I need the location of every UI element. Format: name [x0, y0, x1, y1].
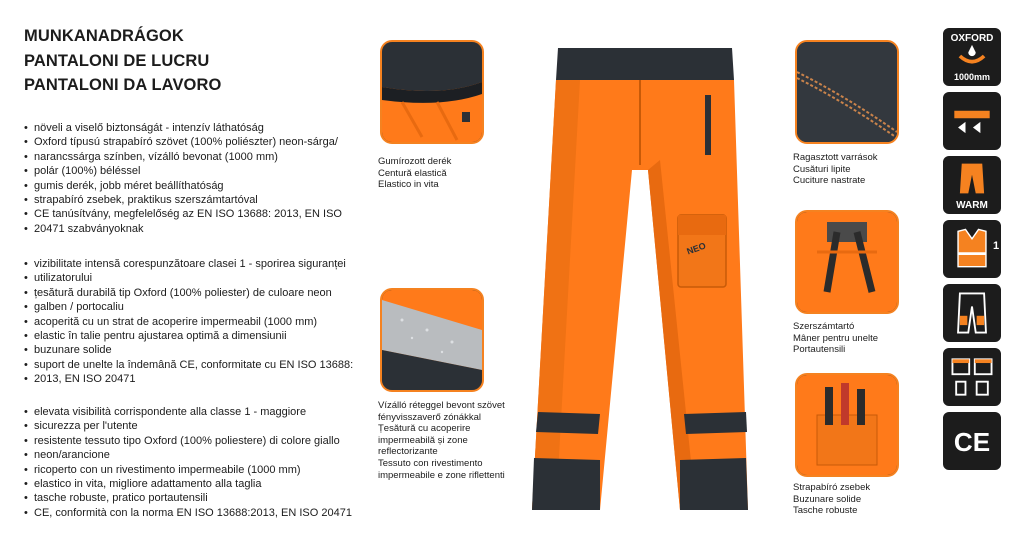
list-item: • acoperită cu un strat de acoperire impermeabil (1000 mm) [24, 315, 364, 329]
list-item: • neon/arancione [24, 448, 364, 462]
reflective-caption: Vízálló réteggel bevont szövet fényvisszaverő zónákkal Țesătură cu acoperire impermeabilă și zone reflectorizante Tessuto con rivestimento impermeabile e zone riflettenti [378, 400, 505, 481]
list-item: • vizibilitate intensă corespunzătoare clasei 1 - sporirea siguranței [24, 257, 364, 271]
list-item: • ricoperto con un rivestimento impermeabile (1000 mm) [24, 463, 364, 477]
work-trousers-image [520, 40, 770, 530]
warm-badge: WARM [943, 156, 1001, 214]
list-item: • CE tanúsítvány, megfelelőség az EN ISO 13688: 2013, EN ISO [24, 207, 364, 221]
list-item: • strapabíró zsebek, praktikus szerszámtartóval [24, 193, 364, 207]
pockets-caption: Strapabíró zsebek Buzunare solide Tasche robuste [793, 482, 871, 517]
ce-mark-text: CE [953, 427, 991, 458]
seams-caption: Ragasztott varrások Cusături lipite Cuciture nastrate [793, 152, 878, 187]
list-item: • galben / portocaliu [24, 300, 364, 314]
list-item: • gumis derék, jobb méret beállíthatóság [24, 179, 364, 193]
neo-logo: NEO [685, 240, 708, 257]
list-item: • elastico in vita, migliore adattamento alla taglia [24, 477, 364, 491]
feature-list-it [24, 405, 364, 520]
reflective-detail-image [380, 288, 484, 392]
list-item: • CE, conformità con la norma EN ISO 13688:2013, EN ISO 20471 [24, 506, 364, 520]
list-item: • elastic în talie pentru ajustarea optimă a dimensiunii [24, 329, 364, 343]
list-item: • utilizatorului [24, 271, 364, 285]
list-item: • növeli a viselő biztonságát - intenzív láthatóság [24, 121, 364, 135]
visibility-class-badge: 1 [943, 220, 1001, 278]
feature-list-hu [24, 121, 364, 236]
knee-pad-badge [943, 284, 1001, 342]
list-item: • țesătură durabilă tip Oxford (100% poliester) de culoare neon [24, 286, 364, 300]
list-item: • tasche robuste, pratico portautensili [24, 491, 364, 505]
title-hu: MUNKANADRÁGOK [24, 27, 184, 45]
feature-list-ro [24, 257, 364, 387]
ce-mark-badge [943, 412, 1001, 470]
list-item: • polár (100%) béléssel [24, 164, 364, 178]
list-item: • 20471 szabványoknak [24, 222, 364, 236]
waist-caption: Gumírozott derék Centură elastică Elastico in vita [378, 156, 452, 191]
list-item: • sicurezza per l'utente [24, 419, 364, 433]
list-item: • buzunare solide [24, 343, 364, 357]
waist-detail-image [380, 40, 484, 144]
product-title [24, 24, 221, 98]
list-item: • elevata visibilità corrispondente alla classe 1 - maggiore [24, 405, 364, 419]
list-item: • resistente tessuto tipo Oxford (100% poliestere) di colore giallo [24, 434, 364, 448]
seams-detail-image [795, 40, 899, 144]
list-item: • 2013, EN ISO 20471 [24, 372, 364, 386]
list-item: • Oxford típusú strapabíró szövet (100% poliészter) neon-sárga/ [24, 135, 364, 149]
tool-holder-caption: Szerszámtartó Mâner pentru unelte Portautensili [793, 321, 879, 356]
reflective-badge [943, 92, 1001, 150]
pockets-detail-image [795, 373, 899, 477]
list-item: • suport de unelte la îndemână CE, conformitate cu EN ISO 13688: [24, 358, 364, 372]
title-ro: PANTALONI DE LUCRU [24, 51, 210, 70]
tool-holder-detail-image [795, 210, 899, 314]
pockets-badge [943, 348, 1001, 406]
title-it: PANTALONI DA LAVORO [24, 76, 222, 94]
list-item: • narancssárga színben, vízálló bevonat (1000 mm) [24, 150, 364, 164]
oxford-waterproof-badge: OXFORD 1000mm [943, 28, 1001, 86]
